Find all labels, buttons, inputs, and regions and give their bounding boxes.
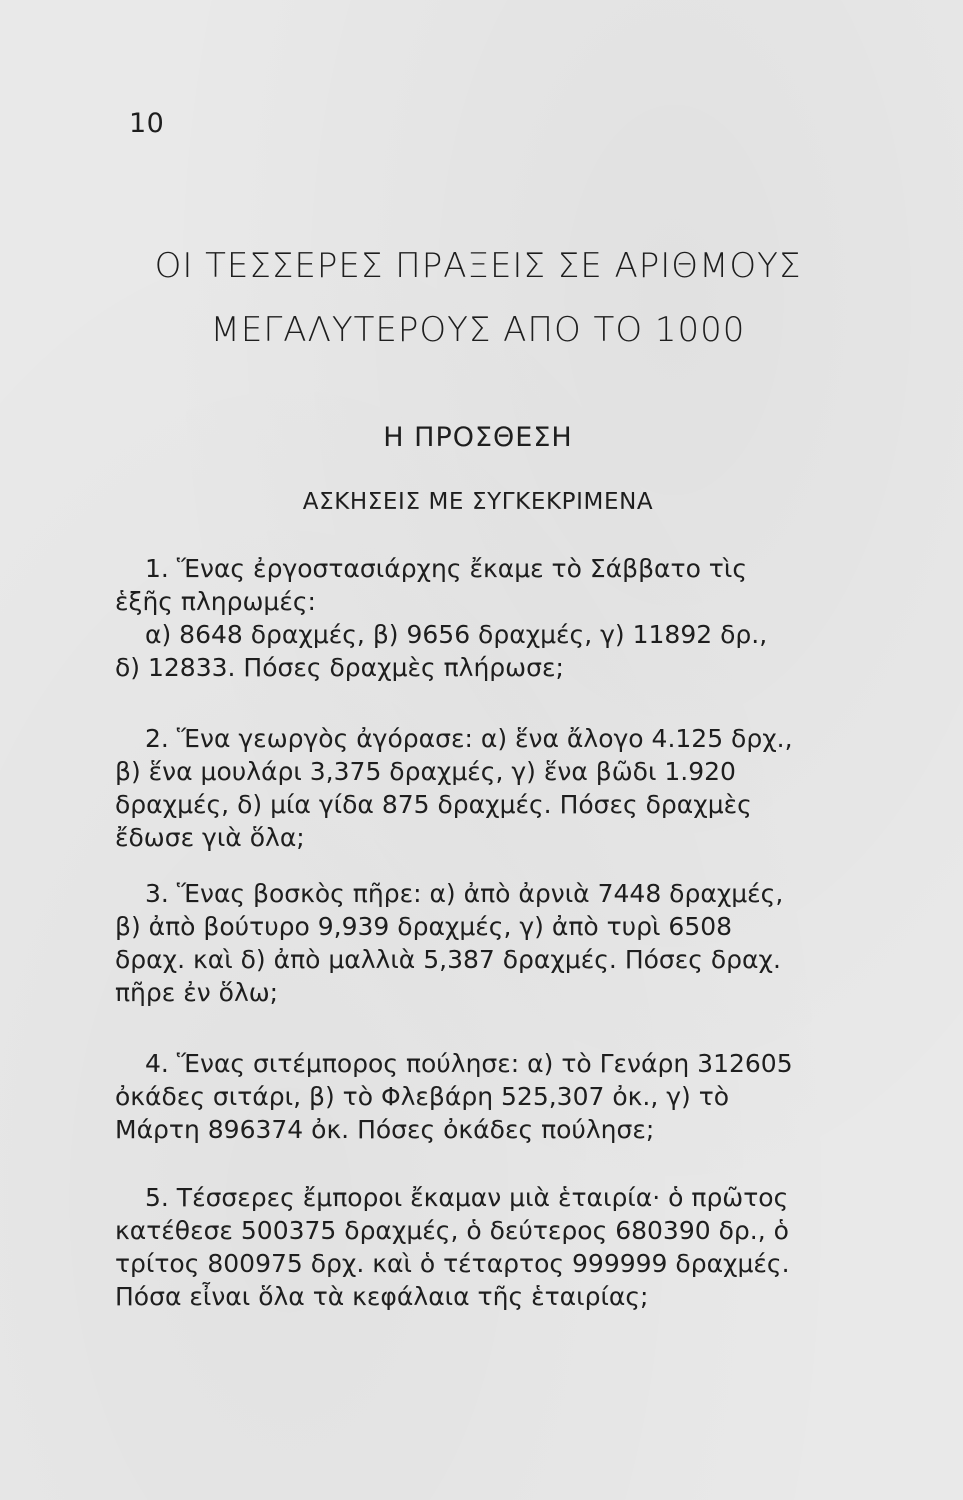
exercise-line: κατέθεσε 500375 δραχμές, ὁ δεύτερος 680390 δρ., ὁ [115,1216,789,1245]
exercise-line: τρίτος 800975 δρχ. καὶ ὁ τέταρτος 999999 δραχμές. [115,1249,790,1278]
exercise-5 [115,1181,845,1313]
exercise-line: ἔδωσε γιὰ ὅλα; [115,823,305,852]
exercise-line: 5. Τέσσερες ἔμποροι ἔκαμαν μιὰ ἑταιρία· ὁ πρῶτος [145,1183,789,1212]
subsection-title: ΑΣΚΗΣΕΙΣ ΜΕ ΣΥΓΚΕΚΡΙΜΕΝΑ [302,489,654,515]
exercise-line: ὀκάδες σιτάρι, β) τὸ Φλεβάρη 525,307 ὀκ., γ) τὸ [115,1082,730,1111]
chapter-title-line-1: ΟΙ ΤΕΣΣΕΡΕΣ ΠΡΑΞΕΙΣ ΣΕ ΑΡΙΘΜΟΥΣ [154,246,802,286]
exercise-line: Μάρτη 896374 ὀκ. Πόσες ὀκάδες πούλησε; [115,1115,655,1144]
exercise-line: 2. Ἕνα γεωργὸς ἀγόρασε: α) ἕνα ἄλογο 4.125 δρχ., [145,724,793,753]
exercise-4 [115,1047,845,1146]
exercise-line: 1. Ἕνας ἐργοστασιάρχης ἔκαμε τὸ Σάββατο τὶς [145,554,747,583]
exercise-line: α) 8648 δραχμές, β) 9656 δραχμές, γ) 11892 δρ., [145,620,768,649]
exercise-3 [115,877,845,1009]
exercise-line: β) ἀπὸ βούτυρο 9,939 δραχμές, γ) ἀπὸ τυρὶ 6508 [115,912,733,941]
exercise-line: δραχμές, δ) μία γίδα 875 δραχμές. Πόσες δραχμὲς [115,790,752,819]
chapter-title-line-2: ΜΕΓΑΛΥΤΕΡΟΥΣ ΑΠΟ ΤΟ 1000 [210,310,746,350]
exercise-line: πῆρε ἐν ὅλω; [115,978,279,1007]
exercise-line: Πόσα εἶναι ὅλα τὰ κεφάλαια τῆς ἑταιρίας; [115,1282,649,1311]
exercise-1 [115,552,845,684]
page-number: 10 [129,108,165,139]
exercise-line: 4. Ἕνας σιτέμπορος πούλησε: α) τὸ Γενάρη 312605 [145,1049,793,1078]
exercise-line: 3. Ἕνας βοσκὸς πῆρε: α) ἀπὸ ἀρνιὰ 7448 δραχμές, [145,879,784,908]
exercise-line: δ) 12833. Πόσες δραχμὲς πλήρωσε; [115,653,564,682]
exercise-line: δραχ. καὶ δ) ἀπὸ μαλλιὰ 5,387 δραχμές. Πόσες δραχ. [115,945,781,974]
exercise-2 [115,722,845,854]
exercise-line: β) ἕνα μουλάρι 3,375 δραχμές, γ) ἕνα βῶδι 1.920 [115,757,736,786]
section-title: Η ΠΡΟΣΘΕΣΗ [383,422,573,453]
exercise-line: ἑξῆς πληρωμές: [115,587,316,616]
